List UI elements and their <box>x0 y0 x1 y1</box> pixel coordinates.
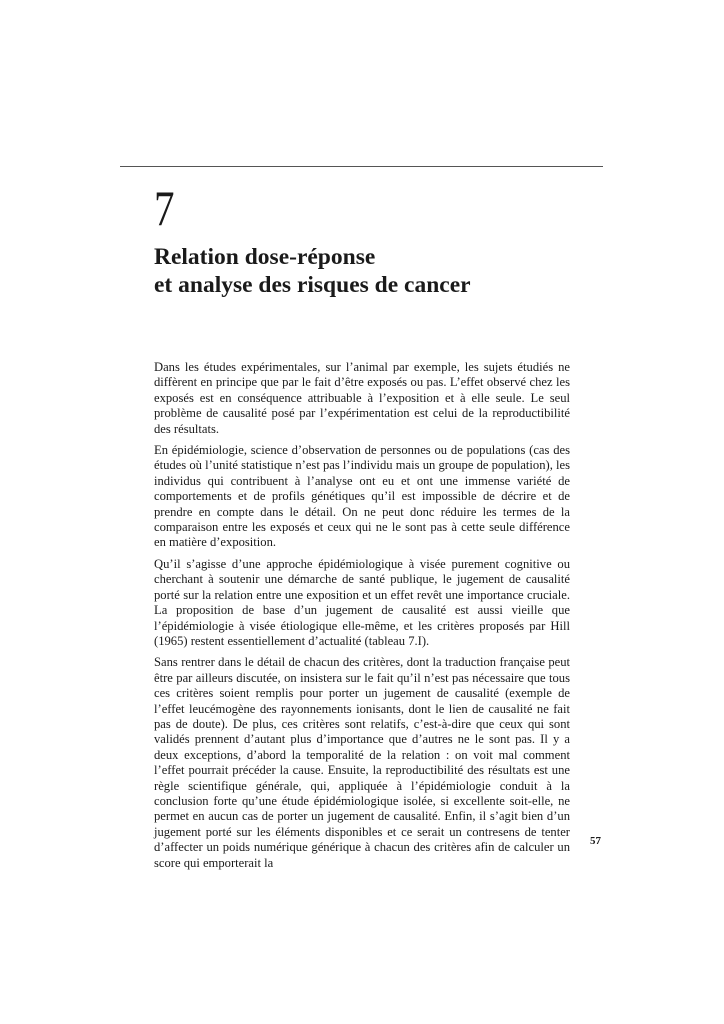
paragraph: En épidémiologie, science d’observation de personnes ou de populations (cas des études où l’unité statistique n’est pas l’individu mais un groupe de population), les individus qui contribuent à l’analyse ont eu et ont une immense variété de comportements et de profils génétiques qu’il est impossible de décrire et de prendre en compte dans le détail. On ne peut donc réduire les termes de la comparaison entre les exposés et ceux qui ne le sont pas à cette seule différence en matière d’exposition. <box>154 443 570 550</box>
header-rule <box>120 166 603 167</box>
paragraph: Sans rentrer dans le détail de chacun des critères, dont la traduction française peut être par ailleurs discutée, on insistera sur le fait qu’il n’est pas nécessaire que tous ces critères soient remplis pour porter un jugement de causalité (exemple de l’effet leucémogène des rayonnements ionisants, dont le lien de causalité ne fait pas de doute). De plus, ces critères sont relatifs, c’est-à-dire que ceux qui sont validés prennent d’autant plus d’importance que d’autres ne le sont pas. Il y a deux exceptions, d’abord la temporalité de la relation : on voit mal comment l’effet pourrait précéder la cause. Ensuite, la reproductibilité des résultats est une règle scientifique générale, qui, appliquée à l’épidémiologie conduit à la conclusion forte qu’une étude épidémiologique isolée, si excellente soit-elle, ne permet en aucun cas de porter un jugement de causalité. Enfin, il s’agit bien d’un jugement porté sur les éléments disponibles et ce serait un contresens de tenter d’affecter un poids numérique générique à chacun des critères afin de calculer un score qui emporterait la <box>154 655 570 870</box>
page-number: 57 <box>590 835 601 847</box>
chapter-title <box>154 243 594 299</box>
paragraph: Dans les études expérimentales, sur l’animal par exemple, les sujets étudiés ne diffèrent en principe que par le fait d’être exposés ou pas. L’effet observé chez les exposés est en conséquence attribuable à l’exposition et à elle seule. Le seul problème de causalité posé par l’expérimentation est celui de la reproductibilité des résultats. <box>154 360 570 436</box>
chapter-number: 7 <box>154 180 175 236</box>
body-text <box>154 360 570 877</box>
paragraph: Qu’il s’agisse d’une approche épidémiologique à visée purement cognitive ou cherchant à soutenir une démarche de santé publique, le jugement de causalité porté sur la relation entre une exposition et un effet revêt une importance cruciale. La proposition de base d’un jugement de causalité est aussi vieille que l’épidémiologie à visée étiologique elle-même, et les critères proposés par Hill (1965) restent essentiellement d’actualité (tableau 7.I). <box>154 556 570 648</box>
chapter-title-line-1: Relation dose-réponse <box>154 244 376 270</box>
chapter-title-line-2: et analyse des risques de cancer <box>154 272 471 298</box>
